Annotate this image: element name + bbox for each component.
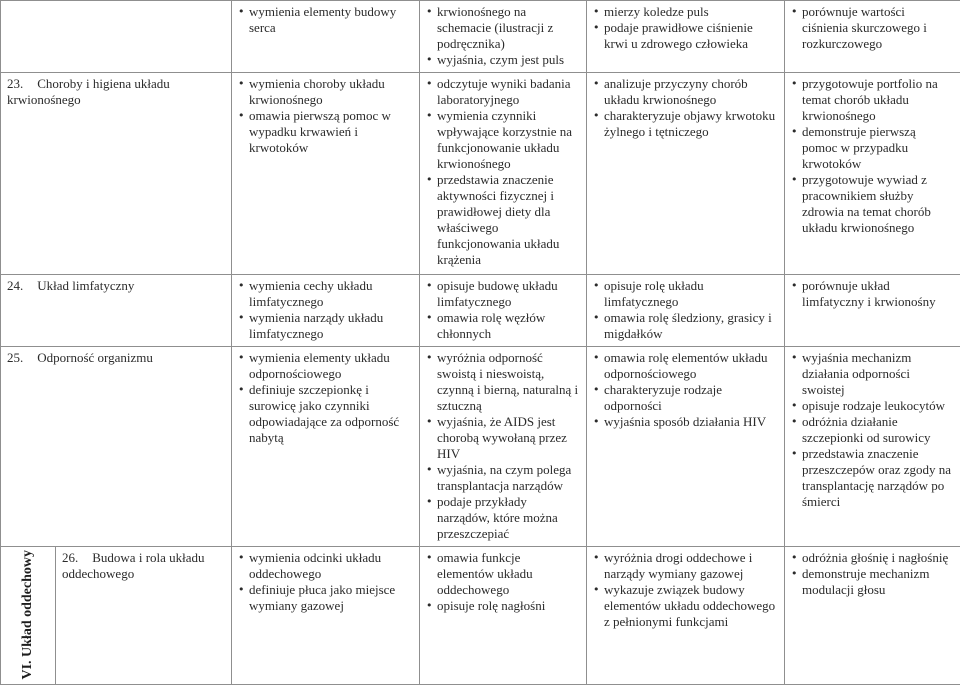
cell-basic (232, 275, 420, 347)
list-item: • omawia pierwszą pomoc w wypadku krwawień i krwotoków (238, 108, 413, 156)
bullet-list (426, 76, 580, 268)
table-body (1, 1, 960, 685)
cell-basic (232, 73, 420, 275)
topic-cell (1, 347, 232, 547)
list-item: • demonstruje mechanizm modulacji głosu (791, 566, 954, 598)
list-item: • podaje przykłady narządów, które można przeszczepiać (426, 494, 580, 542)
list-item: • wykazuje związek budowy elementów układu oddechowego z pełnionymi funkcjami (593, 582, 778, 630)
list-item: • wyjaśnia mechanizm działania odporności swoistej (791, 350, 954, 398)
table-row (1, 547, 960, 685)
list-item: • wyróżnia drogi oddechowe i narządy wymiany gazowej (593, 550, 778, 582)
list-item: • przedstawia znaczenie przeszczepów oraz zgody na transplantację narządów po śmierci (791, 446, 954, 510)
cell-excellent (785, 1, 960, 73)
lesson-number: 25. (7, 350, 23, 365)
list-item: • odróżnia działanie szczepionki od surowicy (791, 414, 954, 446)
list-item: • porównuje wartości ciśnienia skurczowego i rozkurczowego (791, 4, 954, 52)
list-item: • definiuje płuca jako miejsce wymiany gazowej (238, 582, 413, 614)
list-item: • wymienia odcinki układu oddechowego (238, 550, 413, 582)
list-item: • przygotowuje portfolio na temat chorób układu krwionośnego (791, 76, 954, 124)
list-item: • odczytuje wyniki badania laboratoryjnego (426, 76, 580, 108)
list-item: • wyjaśnia, że AIDS jest chorobą wywołaną przez HIV (426, 414, 580, 462)
bullet-list (791, 4, 954, 52)
bullet-list (791, 350, 954, 510)
list-item: • opisuje rodzaje leukocytów (791, 398, 954, 414)
bullet-list (238, 4, 413, 36)
cell-advanced (587, 1, 785, 73)
lesson-topic: Odporność organizmu (37, 350, 153, 365)
topic-cell (1, 275, 232, 347)
table-row (1, 347, 960, 547)
list-item: • porównuje układ limfatyczny i krwionośny (791, 278, 954, 310)
list-item: • odróżnia głośnię i nagłośnię (791, 550, 954, 566)
list-item: • charakteryzuje objawy krwotoku żylnego i tętniczego (593, 108, 778, 140)
cell-excellent (785, 347, 960, 547)
list-item: • demonstruje pierwszą pomoc w przypadku krwotoków (791, 124, 954, 172)
list-item: • przedstawia znaczenie aktywności fizycznej i prawidłowej diety dla właściwego funkcjonowania układu krążenia (426, 172, 580, 268)
cell-advanced (587, 73, 785, 275)
list-item: • wymienia elementy budowy serca (238, 4, 413, 36)
lesson-number: 23. (7, 76, 23, 91)
topic-cell (1, 73, 232, 275)
section-cell (1, 547, 56, 685)
list-item: • opisuje rolę nagłośni (426, 598, 580, 614)
bullet-list (593, 278, 778, 342)
bullet-list (238, 550, 413, 614)
list-item: • opisuje budowę układu limfatycznego (426, 278, 580, 310)
cell-basic (232, 1, 420, 73)
bullet-list (426, 350, 580, 542)
topic-cell (56, 547, 232, 685)
cell-excellent (785, 547, 960, 685)
list-item: • wymienia choroby układu krwionośnego (238, 76, 413, 108)
table-row (1, 275, 960, 347)
cell-extended (420, 73, 587, 275)
cell-basic (232, 347, 420, 547)
bullet-list (593, 76, 778, 140)
cell-extended (420, 1, 587, 73)
list-item: • wymienia narządy układu limfatycznego (238, 310, 413, 342)
lesson-topic: Układ limfatyczny (37, 278, 134, 293)
cell-advanced (587, 547, 785, 685)
list-item: • wymienia elementy układu odpornościowego (238, 350, 413, 382)
list-item: • wyróżnia odporność swoistą i nieswoistą, czynną i bierną, naturalną i sztuczną (426, 350, 580, 414)
list-item: • krwionośnego na schemacie (ilustracji z podręcznika) (426, 4, 580, 52)
list-item: • podaje prawidłowe ciśnienie krwi u zdrowego człowieka (593, 20, 778, 52)
bullet-list (593, 350, 778, 430)
list-item: • omawia rolę węzłów chłonnych (426, 310, 580, 342)
cell-extended (420, 275, 587, 347)
list-item: • wymienia cechy układu limfatycznego (238, 278, 413, 310)
list-item: • analizuje przyczyny chorób układu krwionośnego (593, 76, 778, 108)
table-row (1, 1, 960, 73)
bullet-list (238, 278, 413, 342)
bullet-list (238, 76, 413, 156)
bullet-list (238, 350, 413, 446)
bullet-list (426, 550, 580, 614)
list-item: • przygotowuje wywiad z pracownikiem służby zdrowia na temat chorób układu krwionośnego (791, 172, 954, 236)
empty-cell (1, 1, 232, 73)
cell-advanced (587, 275, 785, 347)
bullet-list (791, 76, 954, 236)
lesson-topic: Choroby i higiena układu krwionośnego (7, 76, 170, 107)
cell-extended (420, 547, 587, 685)
lesson-topic: Budowa i rola układu oddechowego (62, 550, 205, 581)
cell-extended (420, 347, 587, 547)
list-item: • omawia rolę śledziony, grasicy i migdałków (593, 310, 778, 342)
list-item: • omawia funkcje elementów układu oddechowego (426, 550, 580, 598)
list-item: • opisuje rolę układu limfatycznego (593, 278, 778, 310)
list-item: • wyjaśnia, na czym polega transplantacja narządów (426, 462, 580, 494)
table-row (1, 73, 960, 275)
bullet-list (426, 4, 580, 68)
bullet-list (791, 550, 954, 598)
cell-excellent (785, 275, 960, 347)
bullet-list (593, 550, 778, 630)
cell-basic (232, 547, 420, 685)
list-item: • omawia rolę elementów układu odpornościowego (593, 350, 778, 382)
section-label: VI. Układ oddechowy (20, 550, 36, 680)
list-item: • wyjaśnia sposób działania HIV (593, 414, 778, 430)
bullet-list (426, 278, 580, 342)
lesson-number: 26. (62, 550, 78, 565)
list-item: • charakteryzuje rodzaje odporności (593, 382, 778, 414)
list-item: • mierzy koledze puls (593, 4, 778, 20)
bullet-list (593, 4, 778, 52)
list-item: • definiuje szczepionkę i surowicę jako czynniki odpowiadające za odporność nabytą (238, 382, 413, 446)
cell-advanced (587, 347, 785, 547)
list-item: • wymienia czynniki wpływające korzystnie na funkcjonowanie układu krwionośnego (426, 108, 580, 172)
bullet-list (791, 278, 954, 310)
cell-excellent (785, 73, 960, 275)
list-item: • wyjaśnia, czym jest puls (426, 52, 580, 68)
lesson-number: 24. (7, 278, 23, 293)
